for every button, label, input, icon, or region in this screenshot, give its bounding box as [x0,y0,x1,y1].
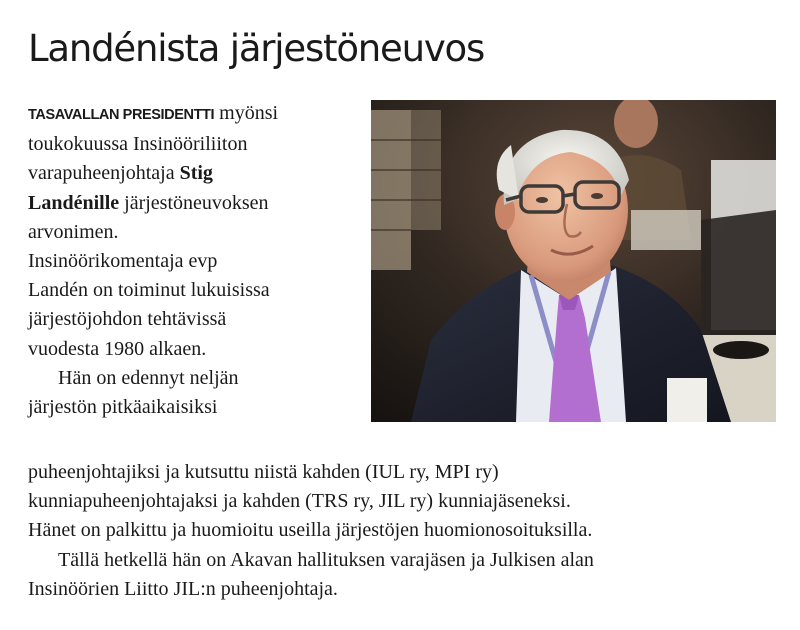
wide-text-column [28,458,788,604]
person-name: Stig [179,162,213,185]
text-line: Insinöörikomentaja evp [28,250,218,273]
text-line: Hän on edennyt neljän [58,366,239,389]
article-headline: Landénista järjestöneuvos [28,27,485,70]
text-line: vuodesta 1980 alkaen. [28,337,207,360]
text-line: TASAVALLAN PRESIDENTTI myönsi [28,102,279,124]
text-line: järjestöjohdon tehtävissä [28,308,227,331]
text-line: Tällä hetkellä hän on Akavan hallituksen varajäsen ja Julkisen alan [58,548,594,571]
lead-in: TASAVALLAN PRESIDENTTI [28,107,215,123]
text-line: puheenjohtajiksi ja kutsuttu niistä kahden (IUL ry, MPI ry) [28,461,499,483]
person-name: Landénille [28,191,120,214]
portrait-photo-icon [371,100,776,422]
text-line: kunniapuheenjohtajaksi ja kahden (TRS ry, JIL ry) kunniajäseneksi. [28,490,571,513]
text-line: Hänet on palkittu ja huomioitu useilla järjestöjen huomionosoituksilla. [28,519,593,542]
text-line: Landénille järjestöneuvoksen [28,191,269,214]
text-line: Landén on toiminut lukuisissa [28,279,270,302]
narrow-text-column [28,99,358,422]
text-line: järjestön pitkäaikaisiksi [28,396,218,419]
text-line: arvonimen. [28,220,119,243]
text-line: Insinöörien Liitto JIL:n puheenjohtaja. [28,577,338,600]
portrait-photo [371,100,776,422]
text-line: varapuheenjohtaja Stig [28,162,213,185]
text-line: toukokuussa Insinööriliiton [28,133,248,156]
